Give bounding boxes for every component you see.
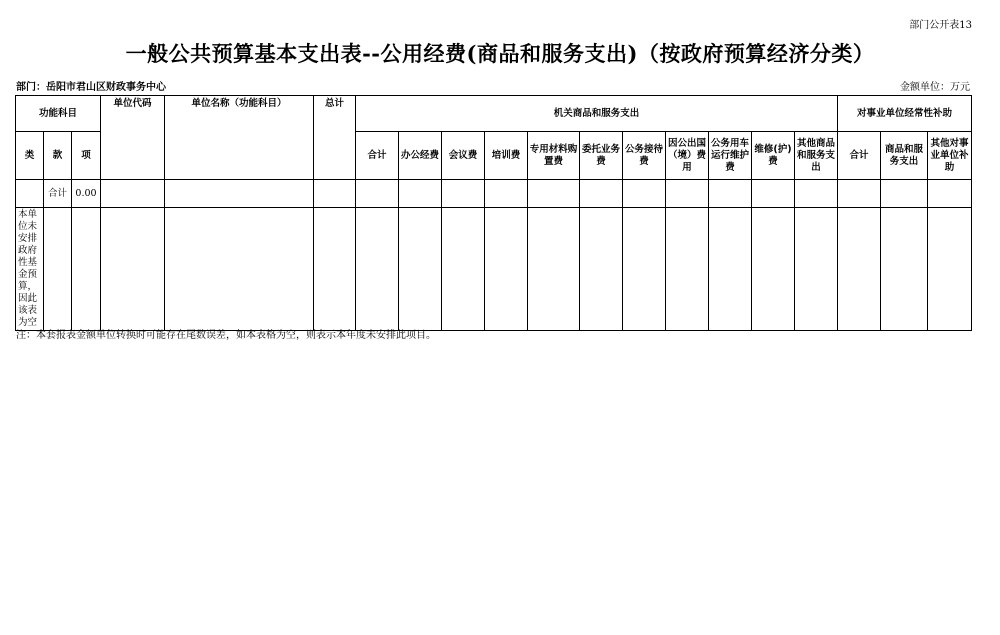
col-materials-expense: 专用材料购置费 [528,132,580,180]
col-vehicle-expense: 公务用车运行维护费 [709,132,752,180]
col-subsidy-subtotal: 合计 [838,132,881,180]
expenditure-table [15,95,972,331]
col-subsidy-goods-services: 商品和服务支出 [881,132,928,180]
department-label: 部门：岳阳市君山区财政事务中心 [16,82,166,93]
footnote: 注：本套报表金额单位转换时可能存在尾数误差，如本表格为空，则表示本年度未安排此项目。 [16,330,436,341]
header-subsidy: 对事业单位经常性补助 [838,96,972,132]
col-item: 项 [72,132,101,180]
col-other-goods-services: 其他商品和服务支出 [795,132,838,180]
col-meeting-expense: 会议费 [442,132,485,180]
col-training-expense: 培训费 [485,132,528,180]
col-section: 款 [44,132,72,180]
col-category: 类 [16,132,44,180]
header-unit-name: 单位名称（功能科目） [165,96,314,180]
page-title: 一般公共预算基本支出表--公用经费(商品和服务支出)（按政府预算经济分类） [125,41,875,66]
col-subsidy-other: 其他对事业单位补助 [928,132,972,180]
amount-unit-label: 金额单位：万元 [900,82,970,93]
empty-table-note: 本单位未安排政府性基金预算，因此该表为空 [16,208,44,331]
col-office-expense: 办公经费 [399,132,442,180]
col-maintenance-expense: 维修(护)费 [752,132,795,180]
col-outsourcing-expense: 委托业务费 [580,132,623,180]
table-row-note [16,208,972,331]
total-row-label: 合计 [44,180,72,208]
total-row-value: 0.00 [72,180,101,208]
header-agency-spending: 机关商品和服务支出 [356,96,838,132]
col-overseas-travel-expense: 因公出国（境）费用 [666,132,709,180]
header-functional: 功能科目 [16,96,101,132]
col-reception-expense: 公务接待费 [623,132,666,180]
table-row-total [16,180,972,208]
header-total: 总计 [314,96,356,180]
header-unit-code: 单位代码 [101,96,165,180]
page-code: 部门公开表13 [909,20,972,31]
col-agency-subtotal: 合计 [356,132,399,180]
